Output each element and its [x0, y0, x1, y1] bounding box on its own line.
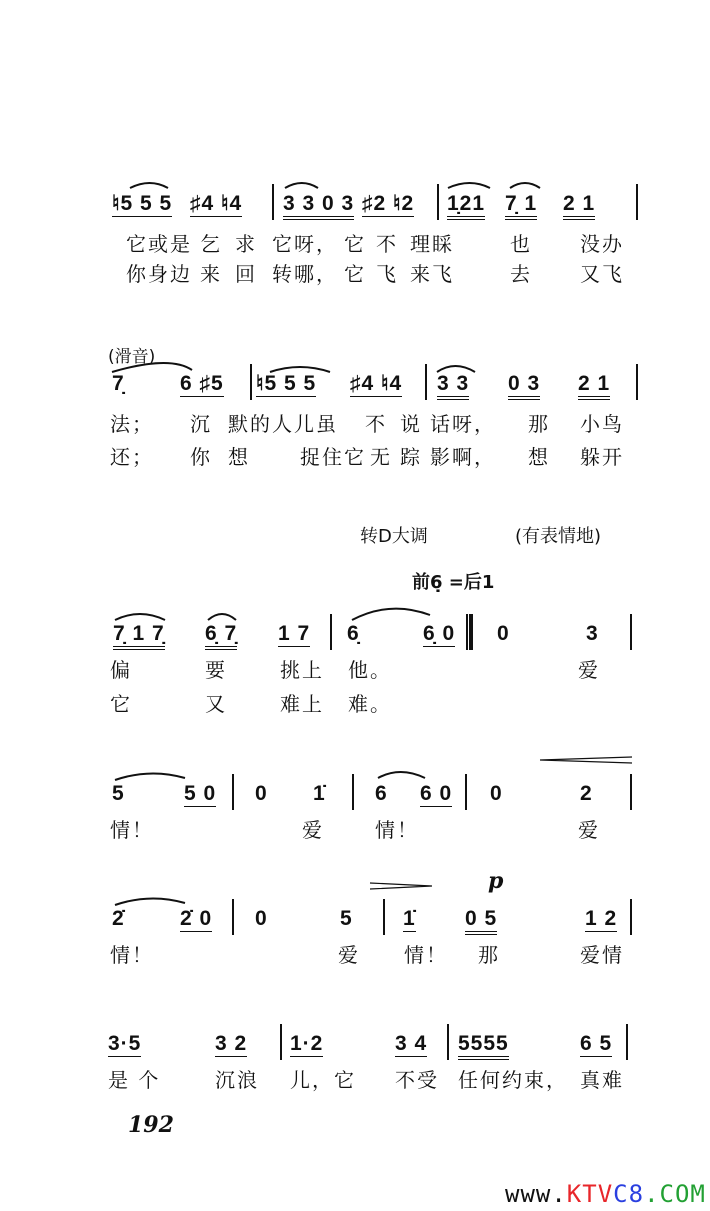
lyric: 它呀， — [272, 232, 338, 256]
barline — [630, 774, 632, 810]
lyric: 来飞 — [410, 262, 454, 286]
note-group: 5555 — [458, 1032, 509, 1060]
lyric: 难。 — [348, 692, 392, 716]
lyric: 不 — [376, 232, 398, 256]
barline — [280, 1024, 282, 1060]
lyric: 回 — [235, 262, 257, 286]
barline — [272, 184, 274, 220]
barline — [250, 364, 252, 400]
watermark-part: .COM — [644, 1180, 706, 1208]
barline — [352, 774, 354, 810]
lyric: 情！ — [110, 943, 154, 967]
slur — [285, 183, 318, 188]
key-change: 转D大调 — [360, 526, 428, 547]
barline — [330, 614, 332, 650]
note-group: 3 2 — [215, 1032, 248, 1055]
lyric: 你 — [190, 445, 212, 469]
note-group: 2̇ 0 — [180, 907, 213, 930]
lyric: 法； — [110, 412, 154, 436]
note-group: 6 0 — [420, 782, 453, 805]
lyric: 偏 — [110, 658, 132, 682]
lyric: 也 — [510, 232, 532, 256]
lyric: 难上 — [280, 692, 324, 716]
barline — [232, 899, 234, 935]
slur — [115, 773, 185, 780]
lyric: 飞 — [376, 262, 398, 286]
lyric: 影啊， — [430, 445, 496, 469]
decrescendo-wedge — [540, 757, 632, 763]
lyric: 爱情 — [580, 943, 624, 967]
note-group: 6̣ 7̣ — [205, 622, 237, 650]
slur — [378, 772, 425, 778]
slur — [448, 183, 490, 188]
barline — [630, 614, 632, 650]
note-group: 0 — [497, 622, 510, 645]
barline — [425, 364, 427, 400]
note-group: 2 1 — [578, 372, 610, 400]
lyric: 去 — [510, 262, 532, 286]
key-relation: 前6̣ =后1 — [412, 572, 495, 593]
slur — [510, 183, 540, 188]
note-group: 2̇ — [112, 907, 125, 930]
note-group: 0 5 — [465, 907, 497, 935]
slur — [112, 363, 192, 372]
note-group: 6 ♯5 — [180, 372, 224, 395]
lyric: 要 — [205, 658, 227, 682]
lyric: 没办 — [580, 232, 624, 256]
lyric: 沉 — [190, 412, 212, 436]
note-group: 2 — [580, 782, 593, 805]
lyric: 又 — [205, 692, 227, 716]
note-group: 1·2 — [290, 1032, 324, 1055]
lyric: 求 — [235, 232, 257, 256]
barline — [630, 899, 632, 935]
lyric: 它 — [344, 262, 366, 286]
lyric: 那 — [528, 412, 550, 436]
lyric: 它 — [344, 232, 366, 256]
lyric: 它 — [110, 692, 132, 716]
lyric: 说 — [400, 412, 422, 436]
lyric: 躲开 — [580, 445, 624, 469]
note-group: 1 7 — [278, 622, 311, 645]
barline — [437, 184, 439, 220]
note-group: 0 3 — [508, 372, 540, 400]
lyric: 踪 — [400, 445, 422, 469]
slur — [130, 183, 168, 188]
note-group: 3 3 0 3 — [283, 192, 354, 220]
note-group: 5 — [112, 782, 125, 805]
note-group: 2 1 — [563, 192, 595, 220]
note-group: 7̣ — [112, 372, 125, 395]
double-barline — [466, 614, 473, 650]
lyric: 又飞 — [580, 262, 624, 286]
note-group: 1̇ — [313, 782, 326, 805]
lyric: 乞 — [200, 232, 222, 256]
lyric: 来 — [200, 262, 222, 286]
note-group: 1 2 — [585, 907, 618, 930]
note-group: 3 4 — [395, 1032, 428, 1055]
note-group: 6̣ — [347, 622, 360, 645]
note-group: 7̣ 1 7̣ — [113, 622, 165, 650]
lyric: 你身边 — [126, 262, 192, 286]
lyric: 他。 — [348, 658, 392, 682]
lyric: 真难 — [580, 1068, 624, 1092]
barline — [447, 1024, 449, 1060]
lyric: 想 — [528, 445, 550, 469]
lyric: 它或是 — [126, 232, 192, 256]
lyric: 爱 — [578, 818, 600, 842]
note-group: 0 — [255, 782, 268, 805]
barline — [465, 774, 467, 810]
note-group: 3 — [586, 622, 599, 645]
slur — [208, 614, 236, 620]
lyric: 爱 — [302, 818, 324, 842]
note-group: 7̣ 1 — [505, 192, 537, 220]
note-group: 1̇ — [403, 907, 416, 930]
lyric: 小鸟 — [580, 412, 624, 436]
lyric: 情！ — [110, 818, 154, 842]
dynamic-piano: p — [488, 868, 504, 894]
note-group: 0 — [255, 907, 268, 930]
note-group: ♮5 5 5 — [112, 192, 173, 215]
barline — [232, 774, 234, 810]
note-group: ♯4 ♮4 — [350, 372, 403, 395]
barline — [626, 1024, 628, 1060]
note-group: ♯2 ♮2 — [362, 192, 415, 215]
slur — [115, 898, 185, 905]
decrescendo-wedge — [370, 883, 432, 889]
lyric: 是 个 — [108, 1068, 161, 1092]
note-group: 6 — [375, 782, 388, 805]
note-group: 5 0 — [184, 782, 217, 805]
expression-marking: (有表情地) — [515, 526, 602, 547]
lyric: 不 — [365, 412, 387, 436]
lyric: 话呀， — [430, 412, 496, 436]
lyric: 捉住它 — [300, 445, 366, 469]
lyric: 任何约束， — [458, 1068, 568, 1092]
barline — [383, 899, 385, 935]
lyric: 儿，它 — [290, 1068, 356, 1092]
lyric: 无 — [370, 445, 392, 469]
lyric: 理睬 — [410, 232, 454, 256]
lyric: 转哪， — [272, 262, 338, 286]
note-group: 3 3 — [437, 372, 469, 400]
watermark-part: C8 — [613, 1180, 645, 1208]
lyric: 挑上 — [280, 658, 324, 682]
lyric: 沉浪 — [215, 1068, 259, 1092]
slur — [352, 609, 430, 620]
note-group: 3·5 — [108, 1032, 142, 1055]
lyric: 不受 — [395, 1068, 439, 1092]
lyric: 爱 — [338, 943, 360, 967]
lyric: 爱 — [578, 658, 600, 682]
lyric: 那 — [478, 943, 500, 967]
page-number: 192 — [128, 1112, 174, 1138]
lyric: 还； — [110, 445, 154, 469]
note-group: 1̣21 — [447, 192, 485, 220]
lyric: 情！ — [375, 818, 419, 842]
note-group: ♯4 ♮4 — [190, 192, 243, 215]
note-group: 6̣ 0 — [423, 622, 456, 645]
watermark-part: KTV — [566, 1180, 614, 1208]
note-group: ♮5 5 5 — [256, 372, 317, 395]
barline — [636, 184, 638, 220]
slur — [115, 614, 165, 620]
lyric: 想 — [228, 445, 250, 469]
note-group: 0 — [490, 782, 503, 805]
glissando-annotation: (滑音) — [108, 347, 156, 367]
note-group: 5 — [340, 907, 353, 930]
lyric: 情！ — [404, 943, 448, 967]
note-group: 6 5 — [580, 1032, 613, 1055]
lyric: 默的人儿虽 — [228, 412, 338, 436]
barline — [636, 364, 638, 400]
watermark-part: www. — [505, 1180, 567, 1208]
